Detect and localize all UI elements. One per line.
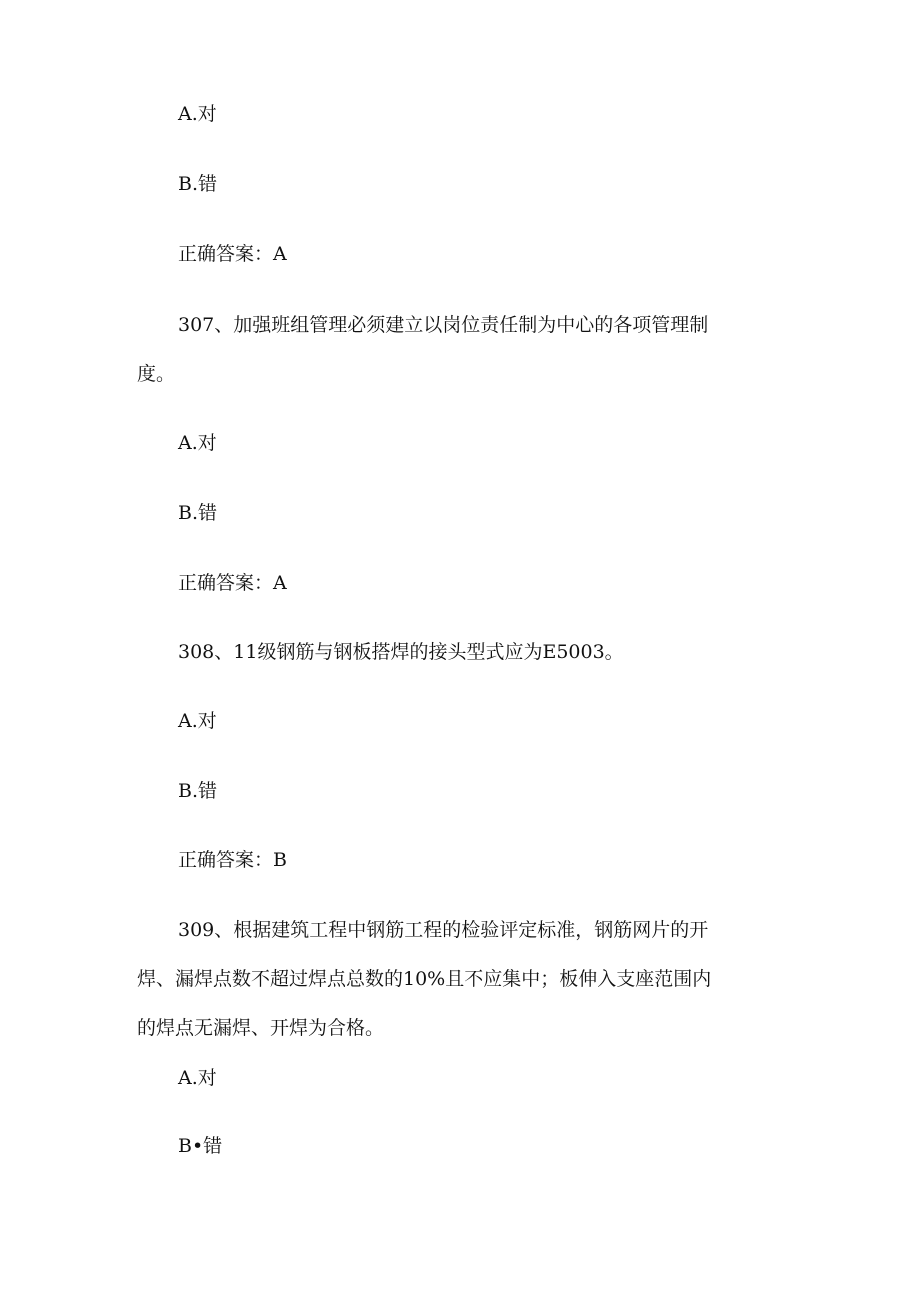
block0-option-a: A.对 [178,103,217,125]
q307-option-a: A.对 [178,432,217,454]
q308-answer: 正确答案：B [178,849,287,871]
q309-option-a: A.对 [178,1067,217,1089]
q307-question-line2: 度。 [137,363,176,385]
q309-question-line3: 的焊点无漏焊、开焊为合格。 [137,1017,385,1039]
q307-option-b: B.错 [178,502,218,524]
q308-question-line1: 308、11级钢筋与钢板搭焊的接头型式应为E5003。 [178,641,624,663]
q309-option-b: B•错 [178,1135,223,1157]
q309-question-line2: 焊、漏焊点数不超过焊点总数的10%且不应集中；板伸入支座范围内 [137,968,712,990]
q308-option-a: A.对 [178,710,217,732]
block0-option-b: B.错 [178,173,218,195]
q309-question-line1: 309、根据建筑工程中钢筋工程的检验评定标准，钢筋网片的开 [178,919,709,941]
block0-answer: 正确答案：A [178,243,287,265]
q308-option-b: B.错 [178,780,218,802]
q307-answer: 正确答案：A [178,572,287,594]
q307-question-line1: 307、加强班组管理必须建立以岗位责任制为中心的各项管理制 [178,314,709,336]
